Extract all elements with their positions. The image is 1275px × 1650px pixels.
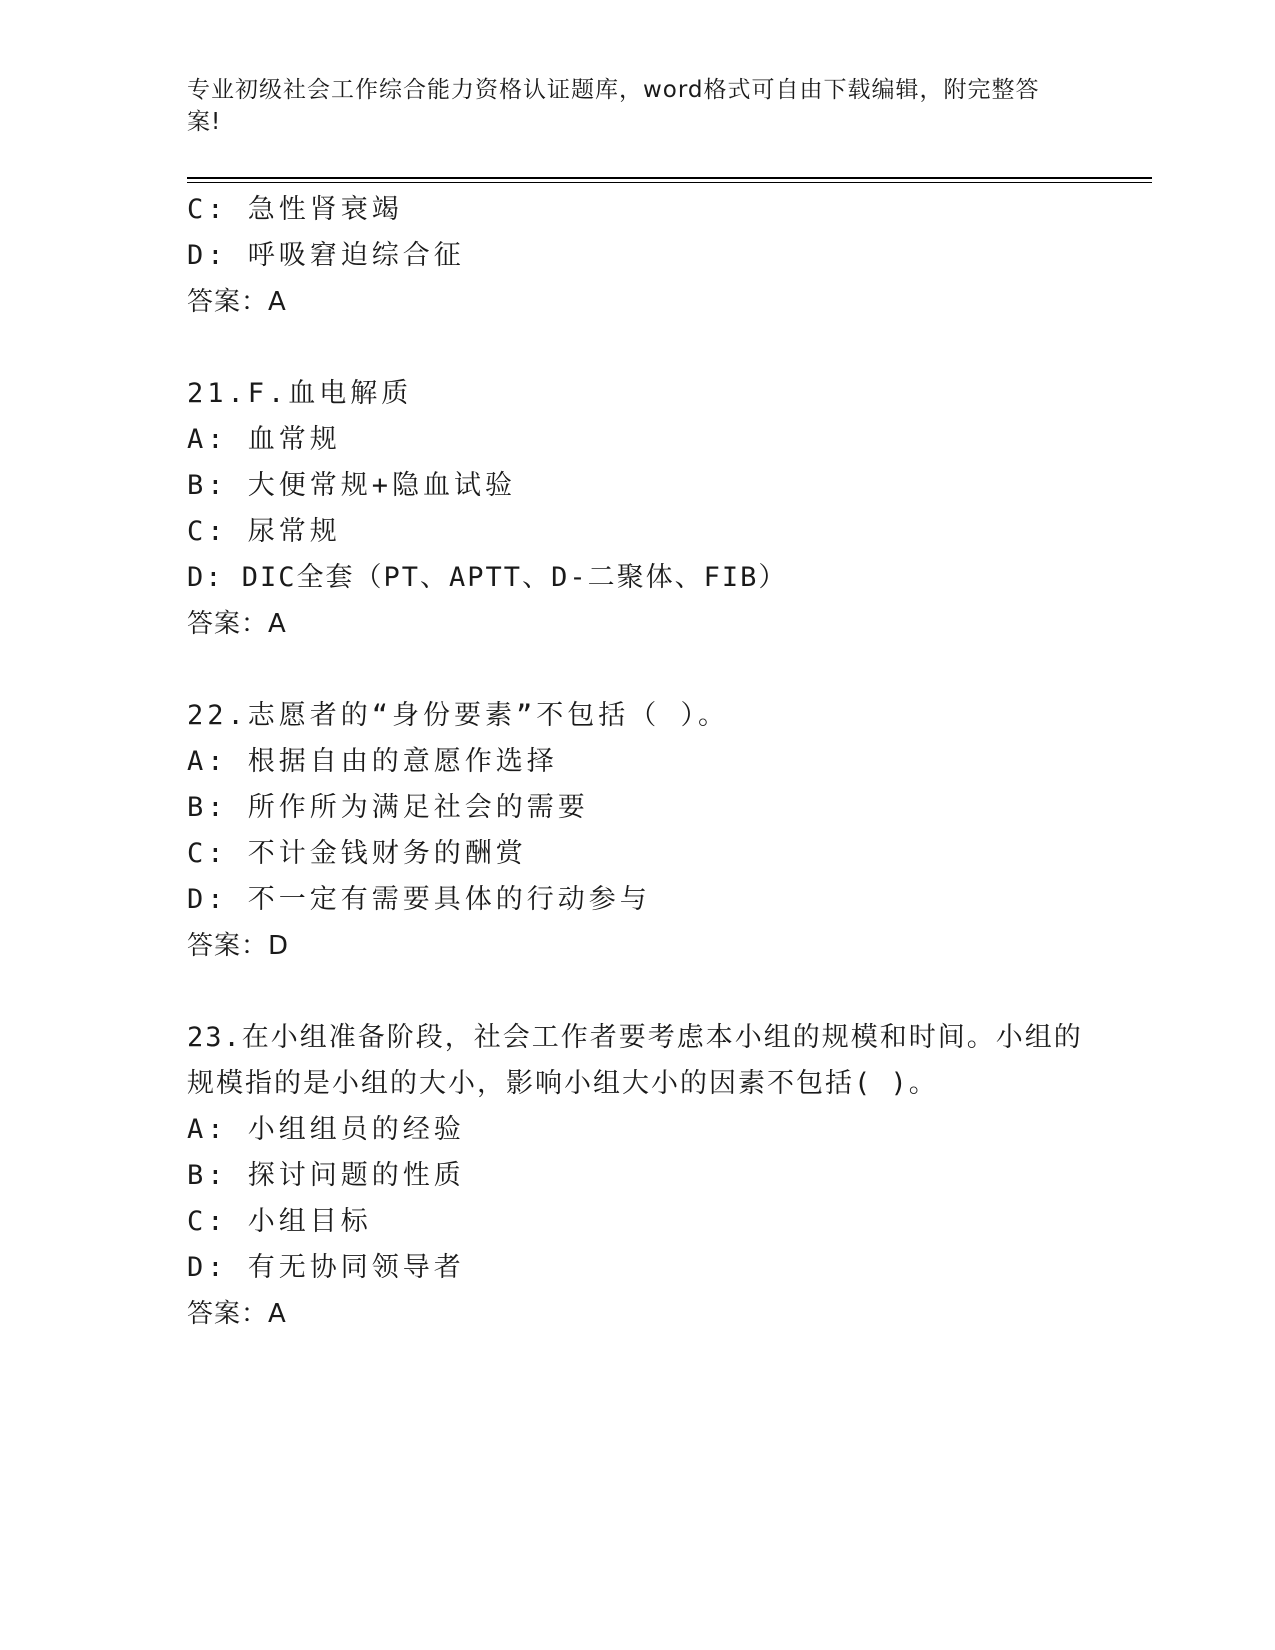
header-line-1: 专业初级社会工作综合能力资格认证题库，word格式可自由下载编辑，附完整答 (187, 77, 1040, 103)
header-divider-thin (187, 182, 1152, 183)
answer-line: 答案：A (187, 609, 287, 639)
option-b: B: 探讨问题的性质 (187, 1160, 465, 1191)
question-list (187, 187, 1107, 1337)
option-a: A: 根据自由的意愿作选择 (187, 746, 558, 777)
document-header (187, 74, 1067, 138)
option-c: C: 小组目标 (187, 1206, 372, 1237)
spacer (187, 325, 1107, 371)
question-block-21 (187, 371, 1107, 647)
spacer (187, 647, 1107, 693)
option-c: C: 尿常规 (187, 516, 341, 547)
header-divider-thick (187, 177, 1152, 179)
question-text: 21.F.血电解质 (187, 378, 413, 409)
question-block-23 (187, 1015, 1107, 1337)
answer-line: 答案：D (187, 931, 290, 961)
option-d: D: DIC全套（PT、APTT、D-二聚体、FIB） (187, 562, 788, 593)
answer-line: 答案：A (187, 1299, 287, 1329)
question-block-22 (187, 693, 1107, 969)
header-line-2: 案! (187, 109, 222, 135)
option-a: A: 血常规 (187, 424, 341, 455)
answer-line: 答案：A (187, 287, 287, 317)
question-text: 22.志愿者的“身份要素”不包括（ ）。 (187, 700, 730, 731)
option-c: C: 急性肾衰竭 (187, 194, 403, 225)
option-a: A: 小组组员的经验 (187, 1114, 465, 1145)
option-d: D: 呼吸窘迫综合征 (187, 240, 465, 271)
question-text-line-2: 规模指的是小组的大小，影响小组大小的因素不包括( )。 (187, 1068, 938, 1099)
option-d: D: 不一定有需要具体的行动参与 (187, 884, 651, 915)
option-b: B: 大便常规+隐血试验 (187, 470, 517, 501)
option-b: B: 所作所为满足社会的需要 (187, 792, 589, 823)
question-text-line-1: 23.在小组准备阶段，社会工作者要考虑本小组的规模和时间。小组的 (187, 1022, 1083, 1053)
question-block-prev (187, 187, 1107, 325)
option-c: C: 不计金钱财务的酬赏 (187, 838, 527, 869)
option-d: D: 有无协同领导者 (187, 1252, 465, 1283)
spacer (187, 969, 1107, 1015)
